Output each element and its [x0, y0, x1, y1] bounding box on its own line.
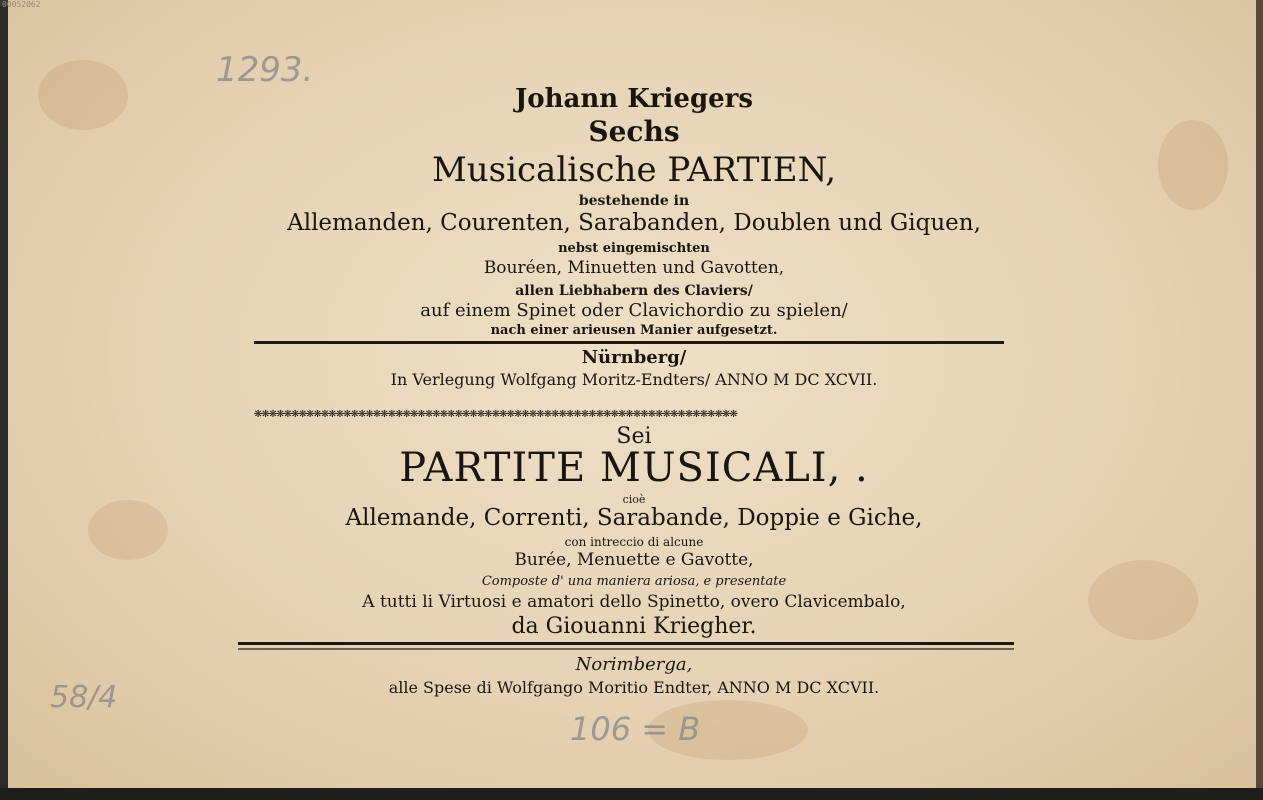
imprint-italian: alle Spese di Wolfgango Moritio Endter, ANNO M DC XCVII.: [388, 678, 880, 697]
author-heading: Johann Kriegers: [514, 84, 754, 114]
title-main-german: Musicalische PARTIEN,: [431, 150, 837, 190]
ornament-divider: ❋❋❋❋❋❋❋❋❋❋❋❋❋❋❋❋❋❋❋❋❋❋❋❋❋❋❋❋❋❋❋❋❋❋❋❋❋❋❋❋❋❋❋❋❋❋❋❋❋❋❋❋❋❋❋❋❋❋❋❋❋❋❋❋❋: [254, 405, 737, 421]
pencil-number-top-left: 1293.: [216, 50, 314, 90]
manner-line: nach einer arieusen Manier aufgesetzt.: [490, 323, 778, 338]
dance-list-italian-2: Burée, Menuette e Gavotte,: [514, 550, 754, 570]
pencil-number-bottom-left: 58/4: [50, 680, 118, 715]
dance-list-italian: Allemande, Correnti, Sarabande, Doppie e Giche,: [345, 505, 923, 531]
title-number: Sechs: [588, 115, 680, 148]
dance-list-german-2: Bouréen, Minuetten und Gavotten,: [483, 258, 785, 278]
dance-list-german: Allemanden, Courenten, Sarabanden, Doublen und Giquen,: [287, 210, 981, 236]
dedication-italian: A tutti li Virtuosi e amatori dello Spinetto, overo Clavicembalo,: [362, 592, 906, 612]
pencil-number-bottom-center: 106 = B: [570, 710, 701, 748]
place-german: Nürnberg/: [581, 347, 687, 368]
subtitle-line: nebst eingemischten: [558, 241, 710, 256]
divider-rule: [238, 648, 1014, 650]
scan-id-label: 00052062: [2, 0, 41, 9]
book-edge: [1256, 0, 1263, 800]
subtitle-italian: con intreccio di alcune: [564, 535, 704, 549]
place-italian: Norimberga,: [575, 654, 693, 675]
divider-rule: [254, 341, 1004, 344]
dedication-line: allen Liebhabern des Claviers/: [515, 283, 753, 299]
presentation-line: Composte d' una maniera ariosa, e presentate: [481, 574, 787, 589]
author-italian: da Giouanni Kriegher.: [511, 614, 757, 639]
instrument-line: auf einem Spinet oder Clavichordio zu spielen/: [420, 300, 848, 321]
title-number-italian: Sei: [616, 424, 652, 449]
divider-rule: [238, 642, 1014, 645]
title-main-italian: PARTITE MUSICALI, .: [399, 445, 869, 491]
imprint-german: In Verlegung Wolfgang Moritz-Endters/ ANNO M DC XCVII.: [390, 370, 878, 389]
subtitle-line: bestehende in: [578, 193, 690, 209]
scan-bottom-edge: [0, 788, 1263, 800]
title-page: [8, 0, 1260, 788]
subtitle-italian: cioè: [622, 493, 646, 506]
